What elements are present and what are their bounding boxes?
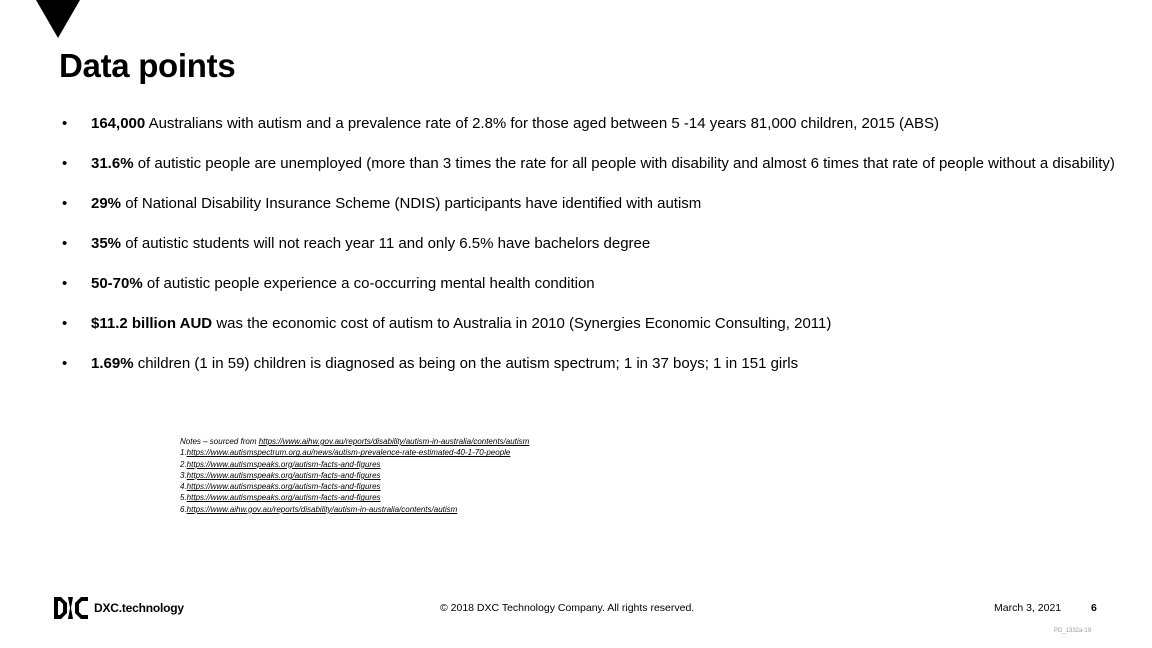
note-item	[180, 492, 529, 503]
copyright-text: © 2018 DXC Technology Company. All rights reserved.	[440, 602, 695, 614]
note-link[interactable]: https://www.aihw.gov.au/reports/disability/autism-in-australia/contents/autism	[186, 504, 458, 514]
document-code: PD_1332a-19	[1054, 628, 1092, 634]
note-prefix: 1.	[180, 448, 187, 458]
bullet-icon: •	[62, 155, 68, 172]
stat-value: 29%	[91, 195, 122, 212]
note-link[interactable]: https://www.autismspeaks.org/autism-facts-and-figures	[186, 470, 381, 480]
stat-value: 50-70%	[91, 275, 143, 292]
bullet-icon: •	[62, 275, 68, 292]
bullet-icon: •	[62, 195, 68, 212]
source-notes	[180, 436, 529, 515]
stat-value: 1.69%	[91, 355, 134, 372]
list-item	[62, 314, 1122, 334]
stat-description: children (1 in 59) children is diagnosed as being on the autism spectrum; 1 in 37 boys; 1 in 151 girls	[133, 355, 799, 372]
stat-description: of autistic people experience a co-occurring mental health condition	[142, 275, 595, 292]
bullet-icon: •	[62, 235, 68, 252]
note-item	[180, 447, 529, 458]
list-item	[62, 274, 1122, 294]
note-item	[180, 481, 529, 492]
note-prefix: 4.	[180, 482, 187, 492]
stat-value: 31.6%	[91, 155, 134, 172]
note-prefix: 6.	[180, 504, 187, 514]
note-link[interactable]: https://www.autismspeaks.org/autism-facts-and-figures	[186, 459, 381, 469]
stat-value: 164,000	[91, 115, 146, 132]
data-points-list	[62, 114, 1122, 394]
stat-description: was the economic cost of autism to Australia in 2010 (Synergies Economic Consulting, 2011)	[212, 315, 832, 332]
note-link[interactable]: https://www.autismspectrum.org.au/news/autism-prevalence-rate-estimated-40-1-70-people	[186, 448, 511, 458]
note-item	[180, 470, 529, 481]
notes-intro	[180, 436, 529, 447]
note-item	[180, 504, 529, 515]
dxc-logo-mark-icon	[54, 597, 88, 619]
page-number: 6	[1091, 602, 1097, 614]
corner-triangle-decoration	[36, 0, 80, 38]
stat-description: Australians with autism and a prevalence rate of 2.8% for those aged between 5 -14 years 81,000 children, 2015 (ABS)	[145, 115, 940, 132]
stat-value: $11.2 billion AUD	[91, 315, 213, 332]
stat-description: of autistic people are unemployed (more than 3 times the rate for all people with disability and almost 6 times that rate of people without a disability)	[133, 155, 1115, 172]
note-link[interactable]: https://www.autismspeaks.org/autism-facts-and-figures	[186, 482, 381, 492]
notes-intro-link[interactable]: https://www.aihw.gov.au/reports/disability/autism-in-australia/contents/autism	[258, 437, 530, 446]
dxc-logo	[54, 597, 184, 619]
list-item	[62, 194, 1122, 214]
stat-description: of National Disability Insurance Scheme (NDIS) participants have identified with autism	[121, 195, 702, 212]
list-item	[62, 354, 1122, 374]
note-prefix: 2.	[180, 459, 187, 469]
note-item	[180, 459, 529, 470]
bullet-icon: •	[62, 355, 68, 372]
slide-date: March 3, 2021	[994, 602, 1062, 614]
bullet-icon: •	[62, 315, 68, 332]
note-prefix: 5.	[180, 493, 187, 503]
note-prefix: 3.	[180, 470, 187, 480]
stat-description: of autistic students will not reach year 11 and only 6.5% have bachelors degree	[121, 235, 651, 252]
stat-value: 35%	[91, 235, 122, 252]
note-link[interactable]: https://www.autismspeaks.org/autism-facts-and-figures	[186, 493, 381, 503]
list-item	[62, 114, 1122, 134]
logo-text: DXC.technology	[94, 601, 184, 615]
page-title: Data points	[59, 47, 236, 84]
list-item	[62, 154, 1122, 174]
list-item	[62, 234, 1122, 254]
bullet-icon: •	[62, 115, 68, 132]
notes-intro-label: Notes – sourced from	[180, 437, 259, 446]
